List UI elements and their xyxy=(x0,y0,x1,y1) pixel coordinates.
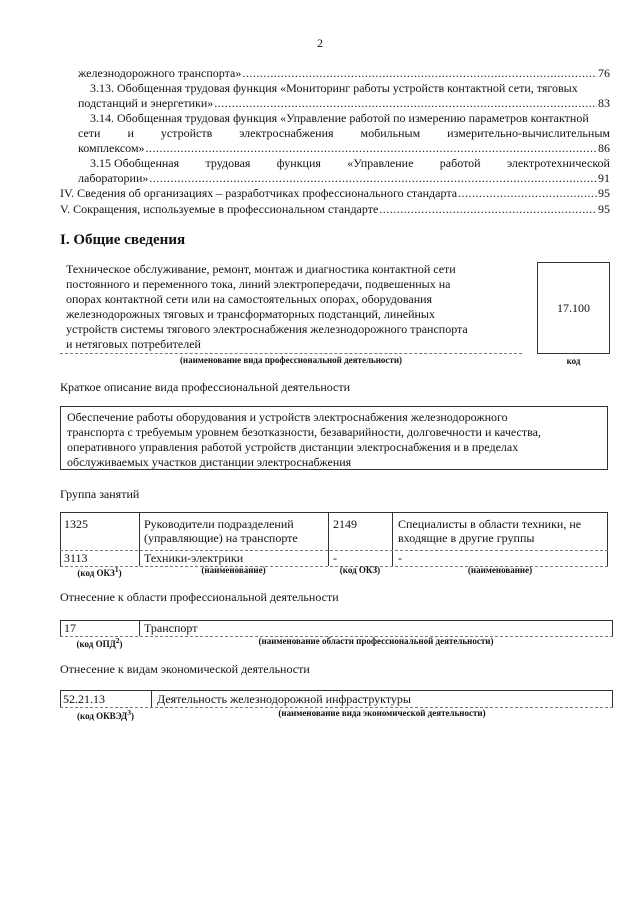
occupation-name: Техники-электрики xyxy=(144,551,244,565)
opd-name-caption: (наименование области профессиональной деятельности) xyxy=(258,636,494,646)
toc-entry-page: 95 xyxy=(598,202,610,216)
toc-word: «Управление xyxy=(347,156,414,170)
table-divider xyxy=(392,512,393,566)
occupation-name xyxy=(144,517,298,545)
activity-line: Техническое обслуживание, ремонт, монтаж и диагностика контактной сети xyxy=(66,262,456,276)
okved-code-caption: (код ОКВЭД$^3$) xyxy=(77,708,134,721)
toc-entry[interactable] xyxy=(78,96,610,110)
toc-entry[interactable] xyxy=(78,141,610,155)
table-border-right xyxy=(607,512,608,566)
table-border-right xyxy=(612,620,613,636)
activity-code-box xyxy=(537,262,610,354)
okz-code: 2149 xyxy=(333,517,357,531)
table-border-top xyxy=(60,690,613,691)
toc-word: устройств xyxy=(160,126,213,140)
toc-entry-3-15-line1 xyxy=(90,156,610,170)
toc-entry-3-14-line1: 3.14. Обобщенная трудовая функция «Управление работой по измерению параметров контактной xyxy=(90,111,589,125)
occupation-name xyxy=(398,517,581,545)
caption-text: (код ОКЗ xyxy=(77,568,115,578)
toc-entry[interactable] xyxy=(60,186,610,200)
caption-text: (код ОПД xyxy=(76,639,116,649)
occupation-name-line: входящие в другие группы xyxy=(398,531,535,545)
toc-entry-page: 76 xyxy=(598,66,610,80)
toc-word: и xyxy=(127,126,134,140)
occupation-name-line: Специалисты в области техники, не xyxy=(398,517,582,531)
okz-code: - xyxy=(333,551,337,565)
footnote-mark: 1 xyxy=(114,565,119,574)
occupation-name-caption: (наименование) xyxy=(201,565,266,575)
toc-word: мобильным xyxy=(360,126,421,140)
brief-line: транспорта с требуемым уровнем безотказности, безаварийности, долговечности и качества, xyxy=(67,425,541,439)
toc-word: функция xyxy=(276,156,321,170)
table-border-left xyxy=(60,620,61,636)
activity-code: 17.100 xyxy=(557,300,590,315)
econ-activity-table xyxy=(60,690,613,707)
table-divider xyxy=(328,512,329,566)
prof-area-label: Отнесение к области профессиональной деятельности xyxy=(60,590,339,604)
activity-line: постоянного и переменного тока, линий электропередачи, подвешенных на xyxy=(66,277,451,291)
prof-area-table xyxy=(60,620,613,636)
toc-entry-title: подстанций и энергетики» xyxy=(78,96,214,110)
toc-word: работой xyxy=(439,156,481,170)
okz-code-caption: (код ОКЗ$^1$) xyxy=(77,565,122,578)
toc-entry-page: 95 xyxy=(598,186,610,200)
toc-leader-dots xyxy=(458,186,597,200)
activity-line: опорах контактной сети или на самостоятельных опорах, оборудования xyxy=(66,292,433,306)
toc-word: трудовая xyxy=(205,156,251,170)
toc-entry-title: лаборатории» xyxy=(78,171,149,185)
toc-leader-dots xyxy=(149,171,597,185)
okz-code-caption-2: (код ОКЗ) xyxy=(339,565,381,575)
okved-name: Деятельность железнодорожной инфраструктуры xyxy=(157,692,411,706)
occupation-table xyxy=(60,512,608,566)
brief-description-label: Краткое описание вида профессиональной деятельности xyxy=(60,380,351,394)
occupation-name-caption-2: (наименование) xyxy=(467,565,533,575)
brief-line: обслуживаемых участков дистанции электроснабжения xyxy=(67,455,352,469)
table-divider xyxy=(139,620,140,636)
okz-code: 3113 xyxy=(64,551,88,565)
activity-code-caption: код xyxy=(566,356,581,366)
toc-entry[interactable] xyxy=(78,171,610,185)
toc-leader-dots xyxy=(242,66,597,80)
brief-line: Обеспечение работы оборудования и устройств электроснабжения железнодорожного xyxy=(67,410,508,424)
econ-activity-label: Отнесение к видам экономической деятельности xyxy=(60,662,310,676)
caption-text: (код ОКВЭД xyxy=(77,711,128,721)
toc-leader-dots xyxy=(379,202,597,216)
activity-line: устройств системы тягового электроснабжения железнодорожного транспорта xyxy=(66,322,468,336)
occupation-name-line: Руководители подразделений xyxy=(144,517,294,531)
section-title: I. Общие сведения xyxy=(60,232,186,248)
toc-entry-title: железнодорожного транспорта» xyxy=(78,66,242,80)
toc-word: измерительно-вычислительным xyxy=(447,126,610,140)
table-border-left xyxy=(60,690,61,707)
toc-entry-3-13-line1: 3.13. Обобщенная трудовая функция «Мониторинг работы устройств контактной сети, тяговых xyxy=(90,81,578,95)
toc-entry-3-14-line2 xyxy=(78,126,610,140)
toc-entry-title: V. Сокращения, используемые в профессиональном стандарте xyxy=(60,202,379,216)
activity-name-caption: (наименование вида профессиональной деятельности) xyxy=(179,355,403,365)
okved-code: 52.21.13 xyxy=(63,692,105,706)
toc-word: электротехнической xyxy=(506,156,610,170)
toc-word: сети xyxy=(78,126,101,140)
toc-word: электроснабжения xyxy=(239,126,334,140)
page-number: 2 xyxy=(317,36,323,50)
opd-code-caption: (код ОПД$^2$) xyxy=(76,636,123,649)
toc-entry-page: 86 xyxy=(598,141,610,155)
activity-name xyxy=(60,262,528,350)
toc-entry[interactable] xyxy=(60,202,610,216)
activity-line: и нетяговых потребителей xyxy=(66,337,201,351)
brief-line: оперативного управления работой устройств дистанции электроснабжения и в пределах xyxy=(67,440,519,454)
toc-leader-dots xyxy=(214,96,597,110)
occupation-name: - xyxy=(398,551,402,565)
activity-line: железнодорожных тяговых и трансформаторных подстанций, линейных xyxy=(66,307,435,321)
toc-entry-page: 91 xyxy=(598,171,610,185)
activity-underline xyxy=(60,353,522,354)
okved-name-caption: (наименование вида экономической деятельности) xyxy=(278,708,486,718)
toc-entry-title: комплексом» xyxy=(78,141,145,155)
okz-code: 1325 xyxy=(64,517,88,531)
toc-entry-page: 83 xyxy=(598,96,610,110)
table-border-top xyxy=(60,512,608,513)
footnote-mark: 2 xyxy=(115,636,120,645)
table-divider xyxy=(139,512,140,566)
table-border-left xyxy=(60,512,61,566)
toc-leader-dots xyxy=(146,141,597,155)
table-border-top xyxy=(60,620,613,621)
opd-name: Транспорт xyxy=(144,621,198,635)
toc-entry-title: IV. Сведения об организациях – разработчиках профессионального стандарта xyxy=(60,186,458,200)
opd-code: 17 xyxy=(64,621,76,635)
occupation-name-line: (управляющие) на транспорте xyxy=(144,531,298,545)
toc-entry[interactable] xyxy=(78,66,610,80)
occupation-group-label: Группа занятий xyxy=(60,487,140,501)
table-border-right xyxy=(612,690,613,707)
toc-word: 3.15 Обобщенная xyxy=(90,156,180,170)
footnote-mark: 3 xyxy=(127,708,131,717)
brief-description-box xyxy=(60,406,608,470)
table-divider xyxy=(151,690,152,707)
